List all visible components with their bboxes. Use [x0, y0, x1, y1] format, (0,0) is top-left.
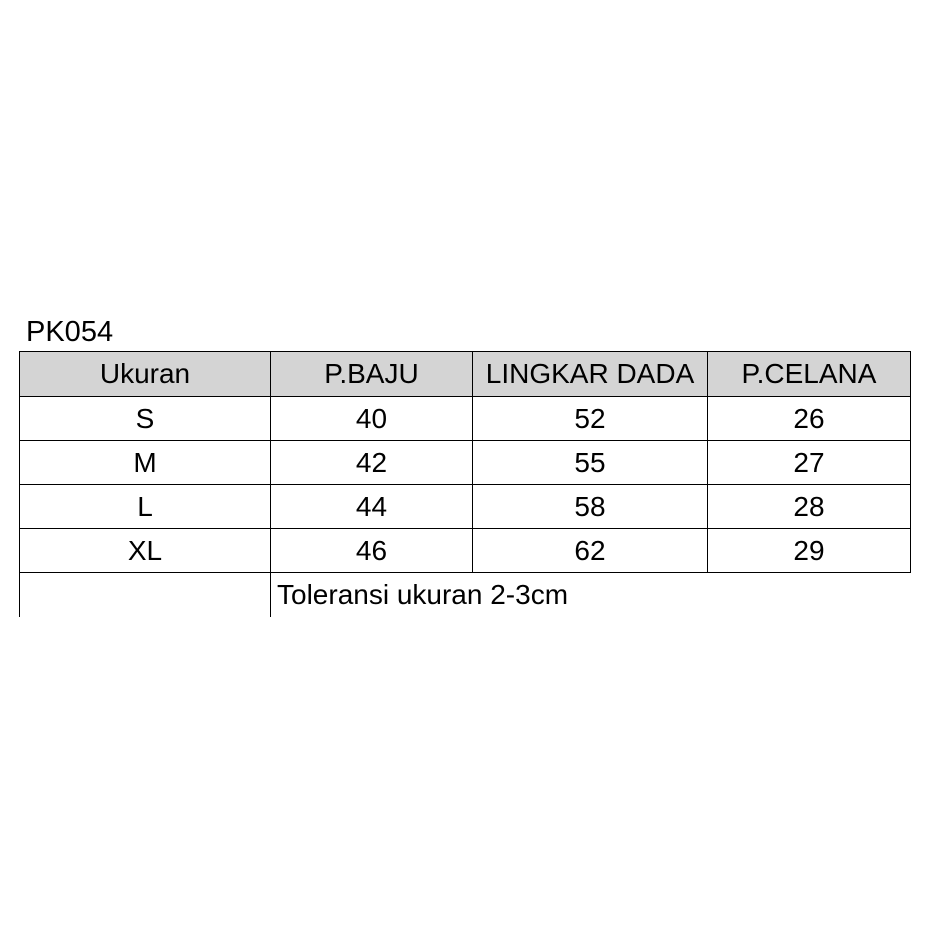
note-empty-cell: [20, 573, 271, 618]
cell-lingkar-dada: 62: [473, 529, 708, 573]
header-p-baju: P.BAJU: [271, 352, 473, 397]
cell-p-baju: 40: [271, 397, 473, 441]
cell-size: L: [20, 485, 271, 529]
cell-lingkar-dada: 52: [473, 397, 708, 441]
table-row: [20, 441, 911, 485]
cell-p-celana: 29: [708, 529, 911, 573]
size-chart-table: [19, 351, 911, 617]
table-row: [20, 485, 911, 529]
table-row: [20, 397, 911, 441]
table-row: [20, 529, 911, 573]
cell-size: XL: [20, 529, 271, 573]
cell-p-celana: 27: [708, 441, 911, 485]
cell-p-celana: 28: [708, 485, 911, 529]
tolerance-note: Toleransi ukuran 2-3cm: [271, 573, 911, 618]
cell-p-celana: 26: [708, 397, 911, 441]
cell-lingkar-dada: 58: [473, 485, 708, 529]
cell-p-baju: 42: [271, 441, 473, 485]
note-row: [20, 573, 911, 618]
cell-p-baju: 44: [271, 485, 473, 529]
product-code: PK054: [26, 316, 114, 348]
header-lingkar-dada: LINGKAR DADA: [473, 352, 708, 397]
table-header-row: [20, 352, 911, 397]
cell-size: S: [20, 397, 271, 441]
cell-p-baju: 46: [271, 529, 473, 573]
cell-size: M: [20, 441, 271, 485]
cell-lingkar-dada: 55: [473, 441, 708, 485]
header-ukuran: Ukuran: [20, 352, 271, 397]
header-p-celana: P.CELANA: [708, 352, 911, 397]
